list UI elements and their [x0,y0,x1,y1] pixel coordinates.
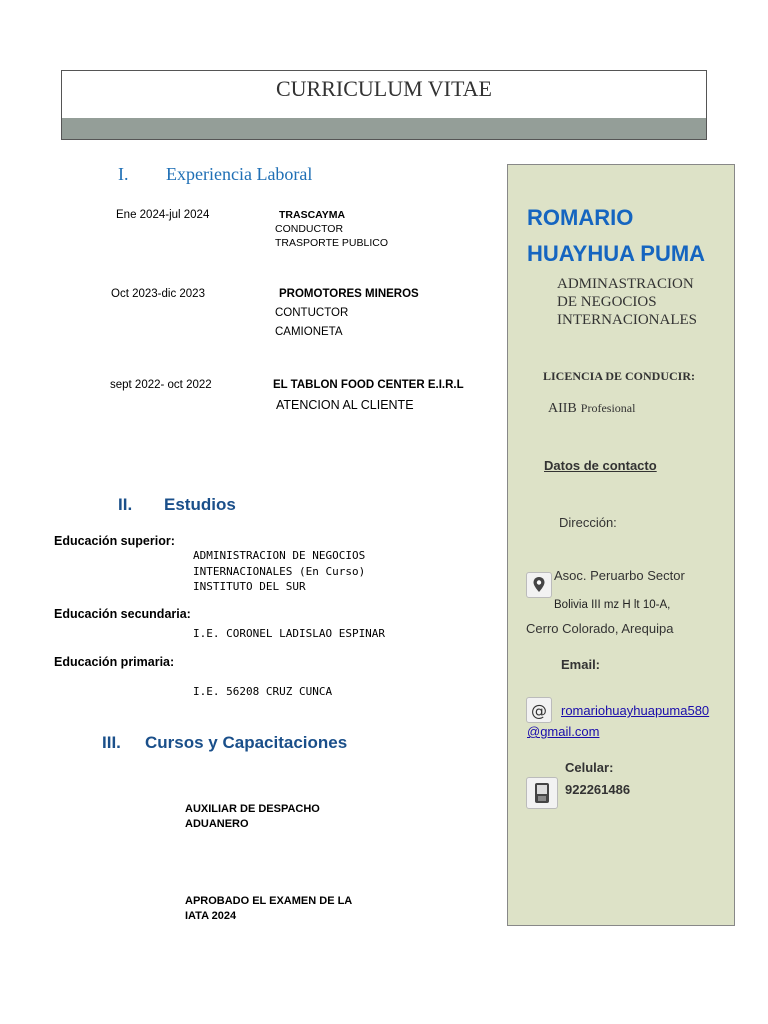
job-date: Ene 2024-jul 2024 [116,209,210,221]
email-label: Email: [561,657,601,672]
job-detail: ATENCION AL CLIENTE [276,398,414,412]
email-link[interactable]: romariohuayhuapuma580 [561,703,710,718]
education-superior-line: INSTITUTO DEL SUR [193,580,306,593]
job-detail: CAMIONETA [275,326,343,338]
job-company: PROMOTORES MINEROS [279,288,419,300]
section-title-experience: Experiencia Laboral [166,164,313,184]
section-title-education: Estudios [164,495,236,514]
at-sign-icon: @ [526,697,552,723]
header-box [61,70,707,140]
license-class: AIIB [548,401,577,416]
course-item: AUXILIAR DE DESPACHO [185,803,320,815]
profession-line: ADMINASTRACION [557,276,694,292]
contact-title: Datos de contacto [544,458,657,473]
mobile-phone-icon [526,777,558,809]
course-item: ADUANERO [185,818,249,830]
address-label: Dirección: [559,515,617,530]
profession-line: DE NEGOCIOS [557,294,657,310]
education-superior-label: Educación superior: [54,534,175,548]
job-company: TRASCAYMA [279,209,346,221]
course-item: IATA 2024 [185,910,237,922]
license-type: Profesional [580,401,636,415]
address-line: Cerro Colorado, Arequipa [526,621,674,636]
address-line: Asoc. Peruarbo Sector [554,568,685,583]
education-secundaria-label: Educación secundaria: [54,607,191,621]
job-date: sept 2022- oct 2022 [110,379,212,391]
job-detail: TRASPORTE PUBLICO [275,237,388,249]
phone-number: 922261486 [565,782,631,797]
license-label: LICENCIA DE CONDUCIR: [543,369,696,383]
header-bar [62,118,706,139]
education-superior-line: ADMINISTRACION DE NEGOCIOS [193,549,366,562]
job-date: Oct 2023-dic 2023 [111,288,205,300]
education-primaria-value: I.E. 56208 CRUZ CUNCA [193,685,333,698]
license-value [548,399,635,417]
course-item: APROBADO EL EXAMEN DE LA [185,895,353,907]
section-title-courses: Cursos y Capacitaciones [145,733,348,752]
section-number-courses: III. [102,733,121,752]
phone-label: Celular: [565,760,614,775]
section-number-education: II. [118,495,133,514]
person-name-first: ROMARIO [527,205,634,230]
job-detail: CONTUCTOR [275,307,349,319]
education-primaria-label: Educación primaria: [54,655,175,669]
job-company: EL TABLON FOOD CENTER E.I.R.L [273,379,464,391]
email-link-continued[interactable]: @gmail.com [527,724,600,739]
map-pin-icon [526,572,552,598]
job-detail: CONDUCTOR [275,223,344,235]
education-secundaria-value: I.E. CORONEL LADISLAO ESPINAR [193,627,386,640]
person-name-last: HUAYHUA PUMA [527,241,706,266]
profession-line: INTERNACIONALES [557,312,697,328]
address-line: Bolivia III mz H lt 10-A, [554,599,671,611]
section-number-experience: I. [118,164,129,184]
education-superior-line: INTERNACIONALES (En Curso) [193,565,366,578]
page-title: CURRICULUM VITAE [275,76,492,101]
